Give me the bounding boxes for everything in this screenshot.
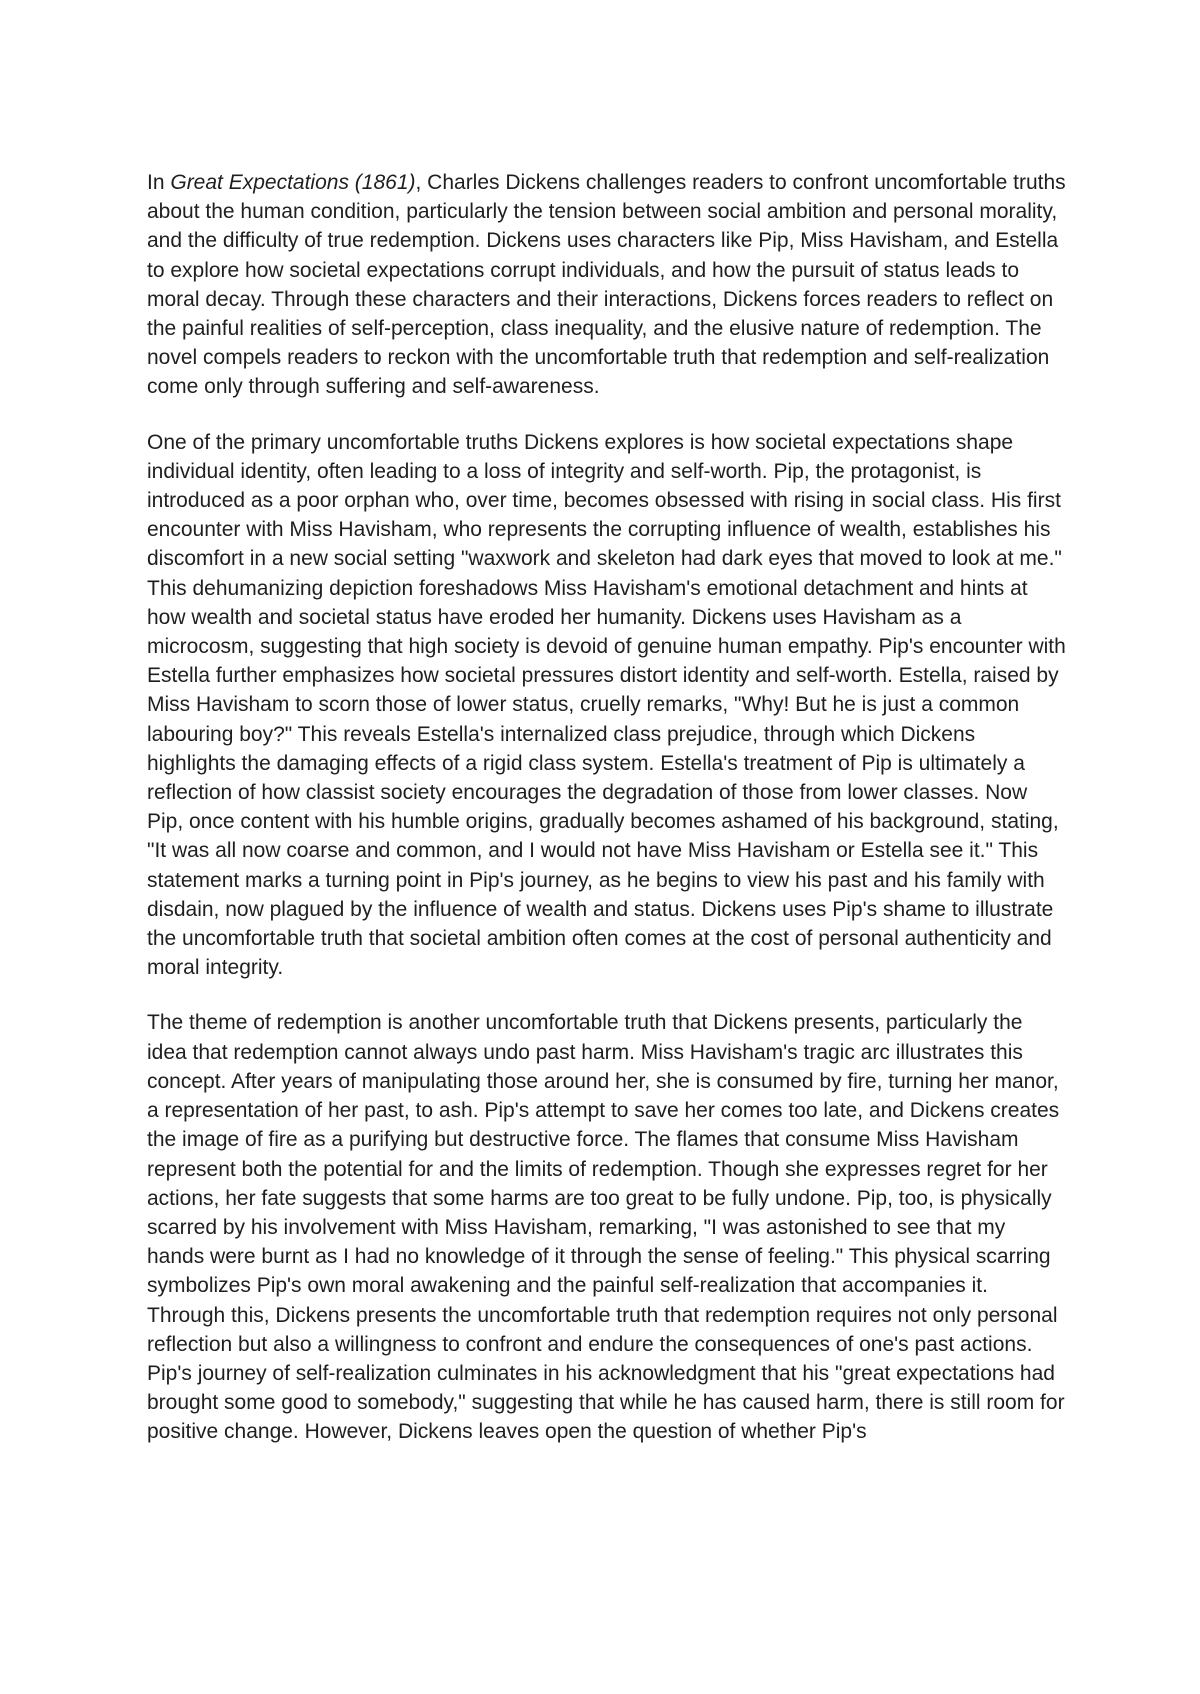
paragraph-intro-lead: In bbox=[147, 171, 171, 194]
paragraph-redemption: The theme of redemption is another uncomfortable truth that Dickens presents, particularly the idea that redemption cannot always undo past harm. Miss Havisham's tragic arc illustrates this concept. After years of manipulating those around her, she is consumed by fire, turning her manor, a representation of her past, to ash. Pip's attempt to save her comes too late, and Dickens creates the image of fire as a purifying but destructive force. The flames that consume Miss Havisham represent both the potential for and the limits of redemption. Though she expresses regret for her actions, her fate suggests that some harms are too great to be fully undone. Pip, too, is physically scarred by his involvement with Miss Havisham, remarking, "I was astonished to see that my hands were burnt as I had no knowledge of it through the sense of feeling." This physical scarring symbolizes Pip's own moral awakening and the painful self-realization that accompanies it. Through this, Dickens presents the uncomfortable truth that redemption requires not only personal reflection but also a willingness to confront and endure the consequences of one's past actions. Pip's journey of self-realization culminates in his acknowledgment that his "great expectations had brought some good to somebody," suggesting that while he has caused harm, there is still room for positive change. However, Dickens leaves open the question of whether Pip's bbox=[147, 1011, 1065, 1444]
paragraph-intro-text: , Charles Dickens challenges readers to confront uncomfortable truths about the human condition, particularly the tension between social ambition and personal morality, and the difficulty of true redemption. Dickens uses characters like Pip, Miss Havisham, and Estella to explore how societal expectations corrupt individuals, and how the pursuit of status leads to moral decay. Through these characters and their interactions, Dickens forces readers to reflect on the painful realities of self-perception, class inequality, and the elusive nature of redemption. The novel compels readers to reckon with the uncomfortable truth that redemption and self-realization come only through suffering and self-awareness. bbox=[147, 171, 1066, 399]
book-title: Great Expectations (1861) bbox=[170, 171, 416, 194]
paragraph-intro bbox=[147, 168, 1067, 402]
essay-body bbox=[147, 168, 1067, 1473]
paragraph-societal-expectations: One of the primary uncomfortable truths Dickens explores is how societal expectations shape individual identity, often leading to a loss of integrity and self-worth. Pip, the protagonist, is introduced as a poor orphan who, over time, becomes obsessed with rising in social class. His first encounter with Miss Havisham, who represents the corrupting influence of wealth, establishes his discomfort in a new social setting "waxwork and skeleton had dark eyes that moved to look at me." This dehumanizing depiction foreshadows Miss Havisham's emotional detachment and hints at how wealth and societal status have eroded her humanity. Dickens uses Havisham as a microcosm, suggesting that high society is devoid of genuine human empathy. Pip's encounter with Estella further emphasizes how societal pressures distort identity and self-worth. Estella, raised by Miss Havisham to scorn those of lower status, cruelly remarks, "Why! But he is just a common labouring boy?" This reveals Estella's internalized class prejudice, through which Dickens highlights the damaging effects of a rigid class system. Estella's treatment of Pip is ultimately a reflection of how classist society encourages the degradation of those from lower classes. Now Pip, once content with his humble origins, gradually becomes ashamed of his background, stating, "It was all now coarse and common, and I would not have Miss Havisham or Estella see it." This statement marks a turning point in Pip's journey, as he begins to view his past and his family with disdain, now plagued by the influence of wealth and status. Dickens uses Pip's shame to illustrate the uncomfortable truth that societal ambition often comes at the cost of personal authenticity and moral integrity. bbox=[147, 430, 1066, 980]
